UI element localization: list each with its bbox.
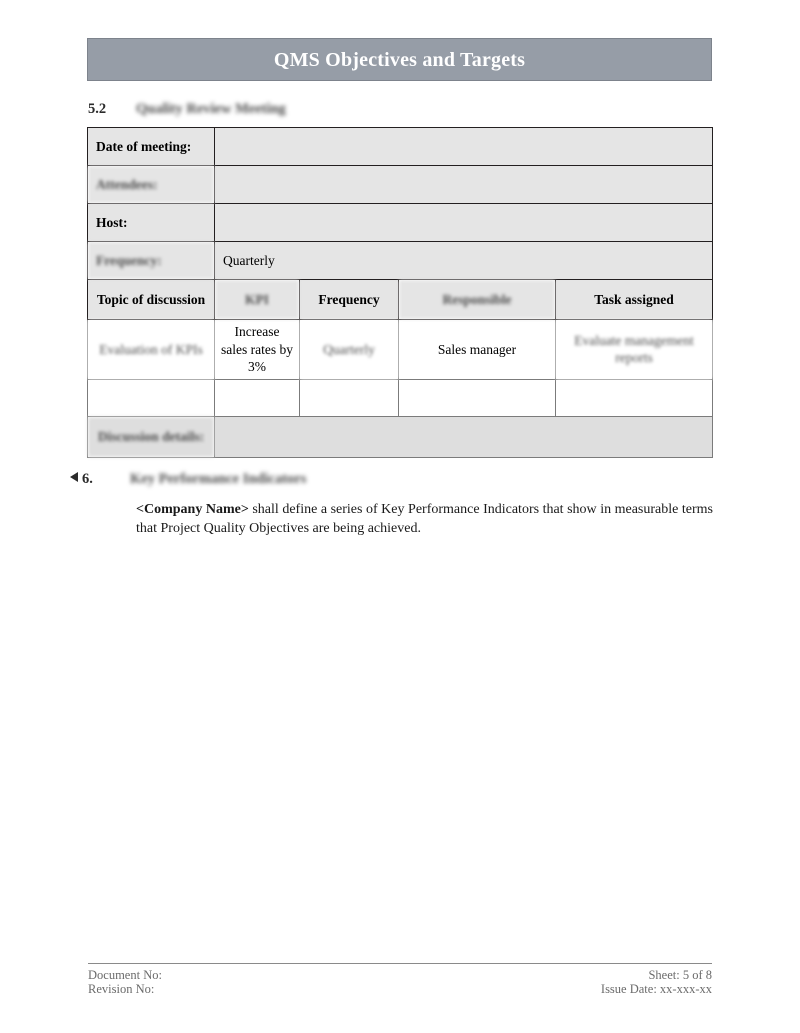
section-6-body-text: shall define a series of Key Performance Indicators that show in measurable terms that Project Quality Objectives are being achieved. — [136, 502, 713, 537]
footer-issue-date: Issue Date: xx-xxx-xx — [600, 982, 712, 997]
cell-frequency[interactable]: Quarterly — [300, 320, 399, 380]
page-title: QMS Objectives and Targets — [273, 48, 526, 71]
section-6 — [70, 471, 720, 537]
table-row-frequency — [88, 242, 713, 280]
cell-topic-of-discussion[interactable]: Evaluation of KPIs — [88, 320, 215, 380]
table-row-discussion-details — [88, 416, 713, 457]
label-date-of-meeting: Date of meeting: — [88, 128, 215, 166]
value-date-of-meeting[interactable] — [215, 128, 713, 166]
value-attendees[interactable] — [215, 166, 713, 204]
column-header-kpi: KPI — [215, 280, 300, 320]
value-frequency[interactable]: Quarterly — [215, 242, 713, 280]
value-host[interactable] — [215, 204, 713, 242]
section-5-2-number: 5.2 — [88, 101, 107, 117]
section-6-paragraph — [136, 500, 713, 539]
table-row-attendees — [88, 166, 713, 204]
table-row — [88, 379, 713, 416]
footer-line-2 — [88, 982, 712, 996]
value-discussion-details[interactable] — [215, 416, 713, 457]
table-row — [88, 320, 713, 380]
footer-document-no: Document No: — [88, 968, 162, 982]
footer-revision-no: Revision No: — [88, 982, 155, 997]
label-attendees: Attendees: — [88, 166, 215, 204]
section-6-title: Key Performance Indicators — [130, 471, 307, 487]
column-header-responsible: Responsible — [399, 280, 556, 320]
section-6-heading — [70, 471, 720, 491]
table-header-row — [88, 280, 713, 320]
cell-kpi[interactable]: Increase sales rates by 3% — [215, 320, 300, 380]
column-header-topic-of-discussion: Topic of discussion — [88, 280, 215, 320]
cell-frequency-empty[interactable] — [300, 379, 399, 416]
table-row-date-of-meeting — [88, 128, 713, 166]
company-name-placeholder: <Company Name> — [136, 502, 249, 517]
cell-responsible-empty[interactable] — [399, 379, 556, 416]
footer-sheet-number: Sheet: 5 of 8 — [648, 968, 712, 982]
column-header-task-assigned: Task assigned — [556, 280, 713, 320]
cell-topic-of-discussion-empty[interactable] — [88, 379, 215, 416]
cell-task-assigned-empty[interactable] — [556, 379, 713, 416]
cell-task-assigned[interactable]: Evaluate management reports — [556, 320, 713, 380]
page-footer — [88, 963, 712, 997]
column-header-frequency: Frequency — [300, 280, 399, 320]
cell-kpi-empty[interactable] — [215, 379, 300, 416]
section-5-2-title: Quality Review Meeting — [136, 101, 286, 117]
table-row-host — [88, 204, 713, 242]
footer-line-1 — [88, 968, 712, 982]
section-6-number: 6. — [82, 471, 93, 487]
outline-collapse-icon[interactable] — [70, 472, 78, 482]
label-host: Host: — [88, 204, 215, 242]
cell-responsible[interactable]: Sales manager — [399, 320, 556, 380]
quality-review-meeting-table — [87, 127, 713, 458]
section-5-2-heading — [88, 101, 708, 121]
label-frequency: Frequency: — [88, 242, 215, 280]
label-discussion-details: Discussion details: — [88, 416, 215, 457]
document-title-banner — [87, 38, 712, 81]
